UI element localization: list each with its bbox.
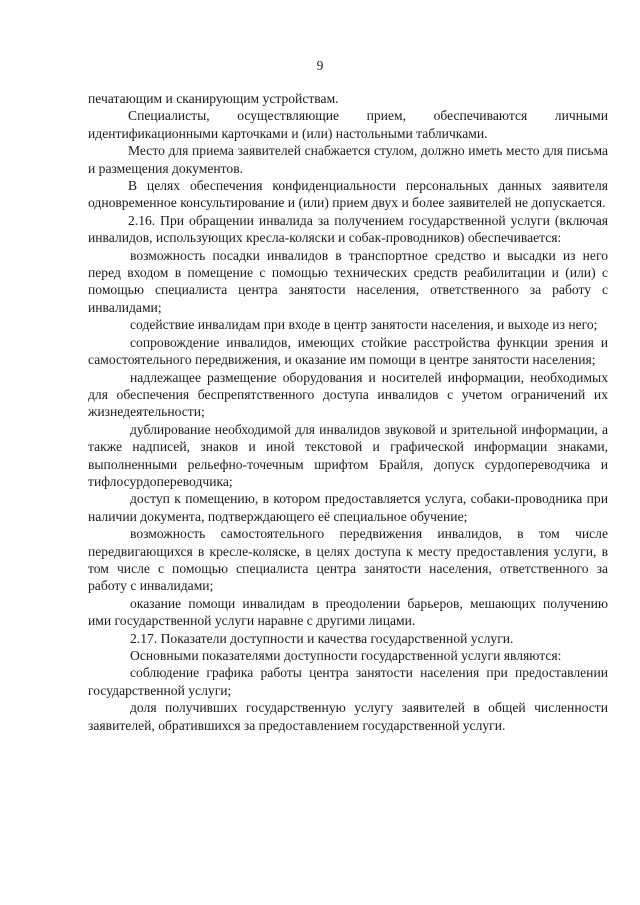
paragraph: Место для приема заявителей снабжается стулом, должно иметь место для письма и размещения документов. — [88, 143, 608, 176]
paragraph: Специалисты, осуществляющие прием, обеспечиваются личными идентификационными карточками и (или) настольными табличками. — [88, 108, 608, 141]
list-item: дублирование необходимой для инвалидов звуковой и зрительной информации, а также надписей, знаков и иной текстовой и графической информации знаками, выполненными рельефно-точечным шрифтом Брайля, допуск сурдопереводчика и тифлосурдопереводчика; — [88, 421, 608, 489]
list-item: возможность посадки инвалидов в транспортное средство и высадки из него перед входом в помещение с помощью технических средств реабилитации и (или) с помощью специалиста центра занятости населения, ответственного за работу с инвалидами; — [88, 247, 608, 315]
page-number: 9 — [316, 58, 324, 73]
list-item: оказание помощи инвалидам в преодолении барьеров, мешающих получению ими государственной услуги наравне с другими лицами. — [88, 595, 608, 629]
list-item: возможность самостоятельного передвижения инвалидов, в том числе передвигающихся в кресле-коляске, в целях доступа к месту предоставления услуги, в том числе с помощью специалиста центра занятости населения, ответственного за работу с инвалидами; — [88, 526, 608, 594]
list-item: соблюдение графика работы центра занятости населения при предоставлении государственной услуги; — [88, 665, 608, 698]
section-2-16-paragraph: 2.16. При обращении инвалида за получением государственной услуги (включая инвалидов, использующих кресла-коляски и собак-проводников) обеспечивается: — [88, 212, 608, 246]
section-2-17-heading: 2.17. Показатели доступности и качества государственной услуги. — [130, 630, 514, 646]
list-item: надлежащее размещение оборудования и носителей информации, необходимых для обеспечения беспрепятственного доступа инвалидов с учетом ограничений их жизнедеятельности; — [88, 369, 608, 420]
list-item: доступ к помещению, в котором предоставляется услуга, собаки-проводника при наличии документа, подтверждающего её специальное обучение; — [88, 491, 608, 524]
list-item: содействие инвалидам при входе в центр занятости населения, и выходе из него; — [130, 317, 598, 333]
document-body — [88, 90, 608, 734]
paragraph: В целях обеспечения конфиденциальности персональных данных заявителя одновременное консультирование и (или) прием двух и более заявителей не допускается. — [88, 178, 608, 211]
paragraph: печатающим и сканирующим устройствам. — [88, 91, 339, 106]
list-item: доля получивших государственную услугу заявителей в общей численности заявителей, обратившихся за предоставлением государственной услуги. — [88, 700, 608, 733]
paragraph: Основными показателями доступности государственной услуги являются: — [130, 648, 562, 663]
list-item: сопровождение инвалидов, имеющих стойкие расстройства функции зрения и самостоятельного передвижения, и оказание им помощи в центре занятости населения; — [88, 334, 608, 368]
